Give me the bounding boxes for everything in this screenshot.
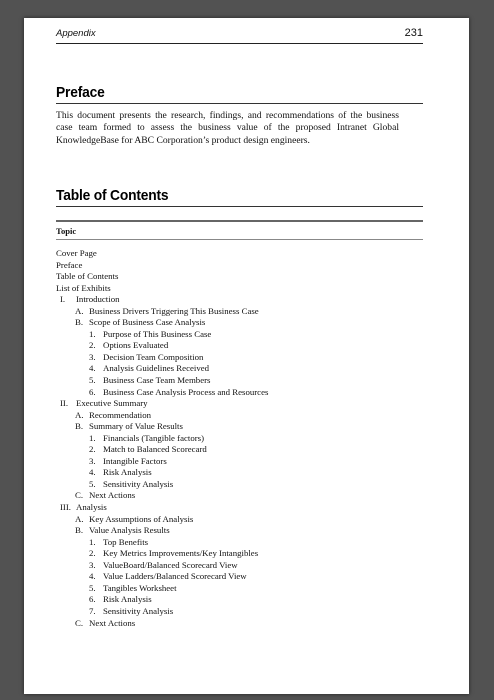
toc-entry-marker: 3. [89, 351, 96, 362]
toc-entry-marker: 6. [89, 594, 96, 605]
page-number: 231 [404, 27, 423, 39]
toc-entry-marker: 4. [89, 363, 96, 374]
toc-entry-marker: 2. [89, 444, 96, 455]
toc-entry-text: Purpose of This Business Case [103, 328, 212, 339]
toc-entry [56, 444, 268, 456]
toc-entry-text: Table of Contents [56, 271, 119, 282]
toc-entry-marker: 3. [89, 455, 96, 466]
toc-entry-text: Sensitivity Analysis [103, 478, 174, 489]
toc-entry-text: Analysis Guidelines Received [103, 363, 210, 374]
toc-entry-text: Financials (Tangible factors) [103, 432, 205, 443]
running-header [56, 28, 423, 42]
toc-entry-marker: III. [60, 502, 71, 513]
toc-entry [56, 306, 268, 318]
toc-entry [56, 606, 268, 618]
toc-heading-rule [56, 206, 423, 207]
toc-entry-text: Executive Summary [76, 398, 148, 409]
preface-heading-rule [56, 103, 423, 104]
toc-entry-text: Analysis [76, 502, 107, 513]
toc-entry-text: Business Case Analysis Process and Resources [103, 386, 269, 397]
toc-entry-text: Intangible Factors [103, 455, 167, 466]
toc-entry-text: Top Benefits [103, 536, 149, 547]
toc-entry-text: ValueBoard/Balanced Scorecard View [103, 559, 238, 570]
toc-entry-text: Preface [56, 259, 83, 270]
toc-entry-text: Value Ladders/Balanced Scorecard View [103, 571, 247, 582]
toc-entry [56, 398, 268, 410]
toc-entry [56, 479, 268, 491]
toc-entry-marker: 3. [89, 559, 96, 570]
toc-entry-text: Value Analysis Results [89, 525, 170, 536]
toc-entry-marker: 5. [89, 375, 96, 386]
toc-entry-text: Sensitivity Analysis [103, 605, 174, 616]
toc-entry [56, 571, 268, 583]
toc-entry [56, 433, 268, 445]
toc-entry [56, 537, 268, 549]
toc-entry-marker: 6. [89, 386, 96, 397]
toc-entry-marker: I. [60, 294, 66, 305]
toc-entry [56, 525, 268, 537]
toc-entry-text: Next Actions [89, 490, 136, 501]
toc-entry-text: Match to Balanced Scorecard [103, 444, 207, 455]
toc-table-top-rule [56, 220, 423, 222]
toc-entry [56, 375, 268, 387]
toc-entry [56, 294, 268, 306]
toc-entry-text: Cover Page [56, 248, 97, 258]
toc-entry-marker: A. [75, 305, 84, 316]
preface-body: This document presents the research, findings, and recommendations of the business case team formed to assess the business value of the proposed Intranet Global KnowledgeBase for ABC Corporation’s product design engineers. [56, 110, 399, 146]
toc-entry-marker: 4. [89, 467, 96, 478]
toc-entry [56, 502, 268, 514]
toc-entry-marker: A. [75, 409, 84, 420]
toc-entry [56, 340, 268, 352]
toc-entry-text: Business Case Team Members [103, 375, 211, 386]
toc-entry [56, 456, 268, 468]
toc-entry [56, 363, 268, 375]
toc-entry-text: Key Assumptions of Analysis [89, 513, 194, 524]
toc-entry-text: Business Drivers Triggering This Business Case [89, 305, 259, 316]
toc-entry [56, 410, 268, 422]
toc-entry-text: Tangibles Worksheet [103, 582, 177, 593]
toc-entry-text: Scope of Business Case Analysis [89, 317, 206, 328]
toc-entry-text: Risk Analysis [103, 594, 152, 605]
toc-entry-marker: 2. [89, 548, 96, 559]
toc-entry [56, 594, 268, 606]
toc-entry [56, 490, 268, 502]
toc-entry-marker: 5. [89, 582, 96, 593]
toc-entry [56, 387, 268, 399]
toc-heading: Table of Contents [56, 187, 169, 204]
toc-entry-text: Options Evaluated [103, 340, 169, 351]
toc-entry-text: List of Exhibits [56, 282, 111, 293]
toc-entry-marker: B. [75, 525, 84, 536]
toc-entry-text: Risk Analysis [103, 467, 152, 478]
toc-entry-text: Recommendation [89, 409, 152, 420]
toc-entry-marker: 2. [89, 340, 96, 351]
toc-entry-marker: A. [75, 513, 84, 524]
toc-entry [56, 329, 268, 341]
toc-column-header-rule [56, 239, 423, 240]
toc-entry-marker: 1. [89, 536, 96, 547]
toc-entry [56, 560, 268, 572]
toc-entry-marker: 7. [89, 605, 96, 616]
toc-entry-marker: II. [60, 398, 69, 409]
toc-entry-text: Summary of Value Results [89, 421, 183, 432]
toc-entry [56, 467, 268, 479]
header-rule [56, 43, 423, 44]
toc-entry [56, 583, 268, 595]
toc-entry [56, 248, 268, 260]
toc-entry-marker: 4. [89, 571, 96, 582]
toc-entry-marker: 5. [89, 478, 96, 489]
toc-entry-text: Next Actions [89, 617, 136, 628]
toc-entry [56, 352, 268, 364]
toc-entry [56, 260, 268, 272]
toc-entry [56, 283, 268, 295]
toc-entry [56, 514, 268, 526]
toc-entry [56, 317, 268, 329]
toc-entry-text: Key Metrics Improvements/Key Intangibles [103, 548, 259, 559]
toc-entry [56, 421, 268, 433]
toc-entry-marker: B. [75, 421, 84, 432]
toc-entry-marker: 1. [89, 328, 96, 339]
toc-column-header: Topic [56, 226, 77, 236]
toc-entry-marker: C. [75, 490, 84, 501]
toc-entry-marker: B. [75, 317, 84, 328]
toc-entry [56, 618, 268, 630]
running-header-section: Appendix [56, 28, 96, 39]
preface-heading: Preface [56, 84, 105, 101]
toc-list [56, 248, 268, 629]
toc-entry [56, 548, 268, 560]
toc-entry-text: Introduction [76, 294, 120, 305]
toc-entry-marker: 1. [89, 432, 96, 443]
toc-entry-marker: C. [75, 617, 84, 628]
toc-entry-text: Decision Team Composition [103, 351, 204, 362]
toc-entry [56, 271, 268, 283]
